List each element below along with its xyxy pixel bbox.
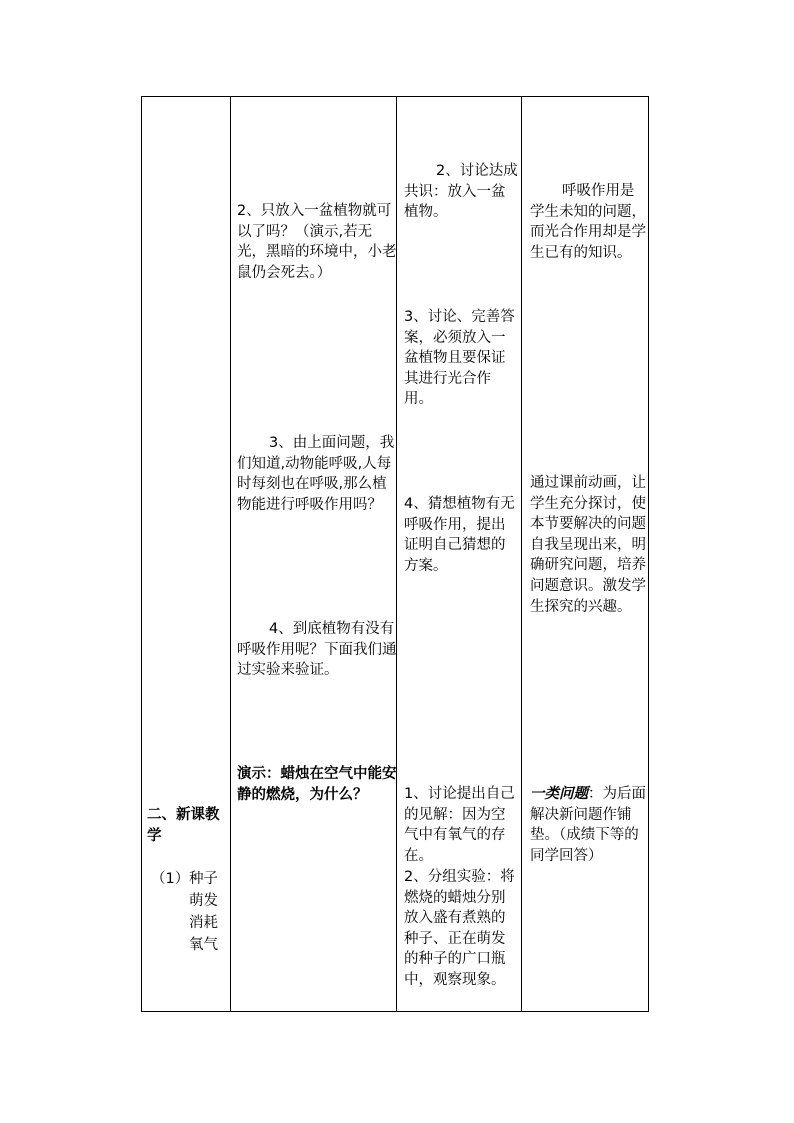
teacher-item-3: 3、由上面问题，我们知道,动物能呼吸,人每时每刻也在呼吸,那么植物能进行呼吸作用吗？ xyxy=(237,435,395,513)
subsection-number: （1） xyxy=(151,871,190,887)
section-title: 二、新课教学 xyxy=(147,807,220,844)
student-item-2: 2、讨论达成共识：放入一盆植物。 xyxy=(404,163,518,221)
student-item-4: 4、猜想植物有无呼吸作用，提出证明自己猜想的方案。 xyxy=(404,496,515,574)
column-divider xyxy=(230,97,231,1011)
student-item-5: 1、讨论提出自己的见解：因为空气中有氧气的存在。 xyxy=(404,786,515,864)
teacher-item-2: 2、只放入一盆植物就可以了吗？（演示,若无光，黑暗的环境中，小老鼠仍会死去。） xyxy=(237,203,397,281)
lesson-table xyxy=(141,96,649,1012)
design-note-3: 一类问题：为后面解决新问题作铺垫。（成绩下等的同学回答） xyxy=(530,786,646,864)
subsection-title: 种子萌发消耗氧气 xyxy=(189,871,218,953)
design-note-1: 呼吸作用是学生未知的问题，而光合作用却是学生已有的知识。 xyxy=(530,183,646,261)
design-note-2: 通过课前动画，让学生充分探讨，使本节要解决的问题自我呈现出来，明确研究问题，培养问题意识。激发学生探究的兴趣。 xyxy=(530,475,646,615)
student-item-3: 3、讨论、完善答案，必须放入一盆植物且要保证其进行光合作用。 xyxy=(404,309,515,408)
teacher-item-4: 4、到底植物有没有呼吸作用呢？下面我们通过实验来验证。 xyxy=(237,621,397,679)
teacher-demo: 演示：蜡烛在空气中能安静的燃烧，为什么？ xyxy=(237,766,397,803)
student-item-6: 2、分组实验：将燃烧的蜡烛分别放入盛有煮熟的种子、正在萌发的种子的广口瓶中，观察现象。 xyxy=(404,869,515,988)
question-type-label: 一类问题 xyxy=(530,786,588,802)
column-divider xyxy=(521,97,522,1011)
